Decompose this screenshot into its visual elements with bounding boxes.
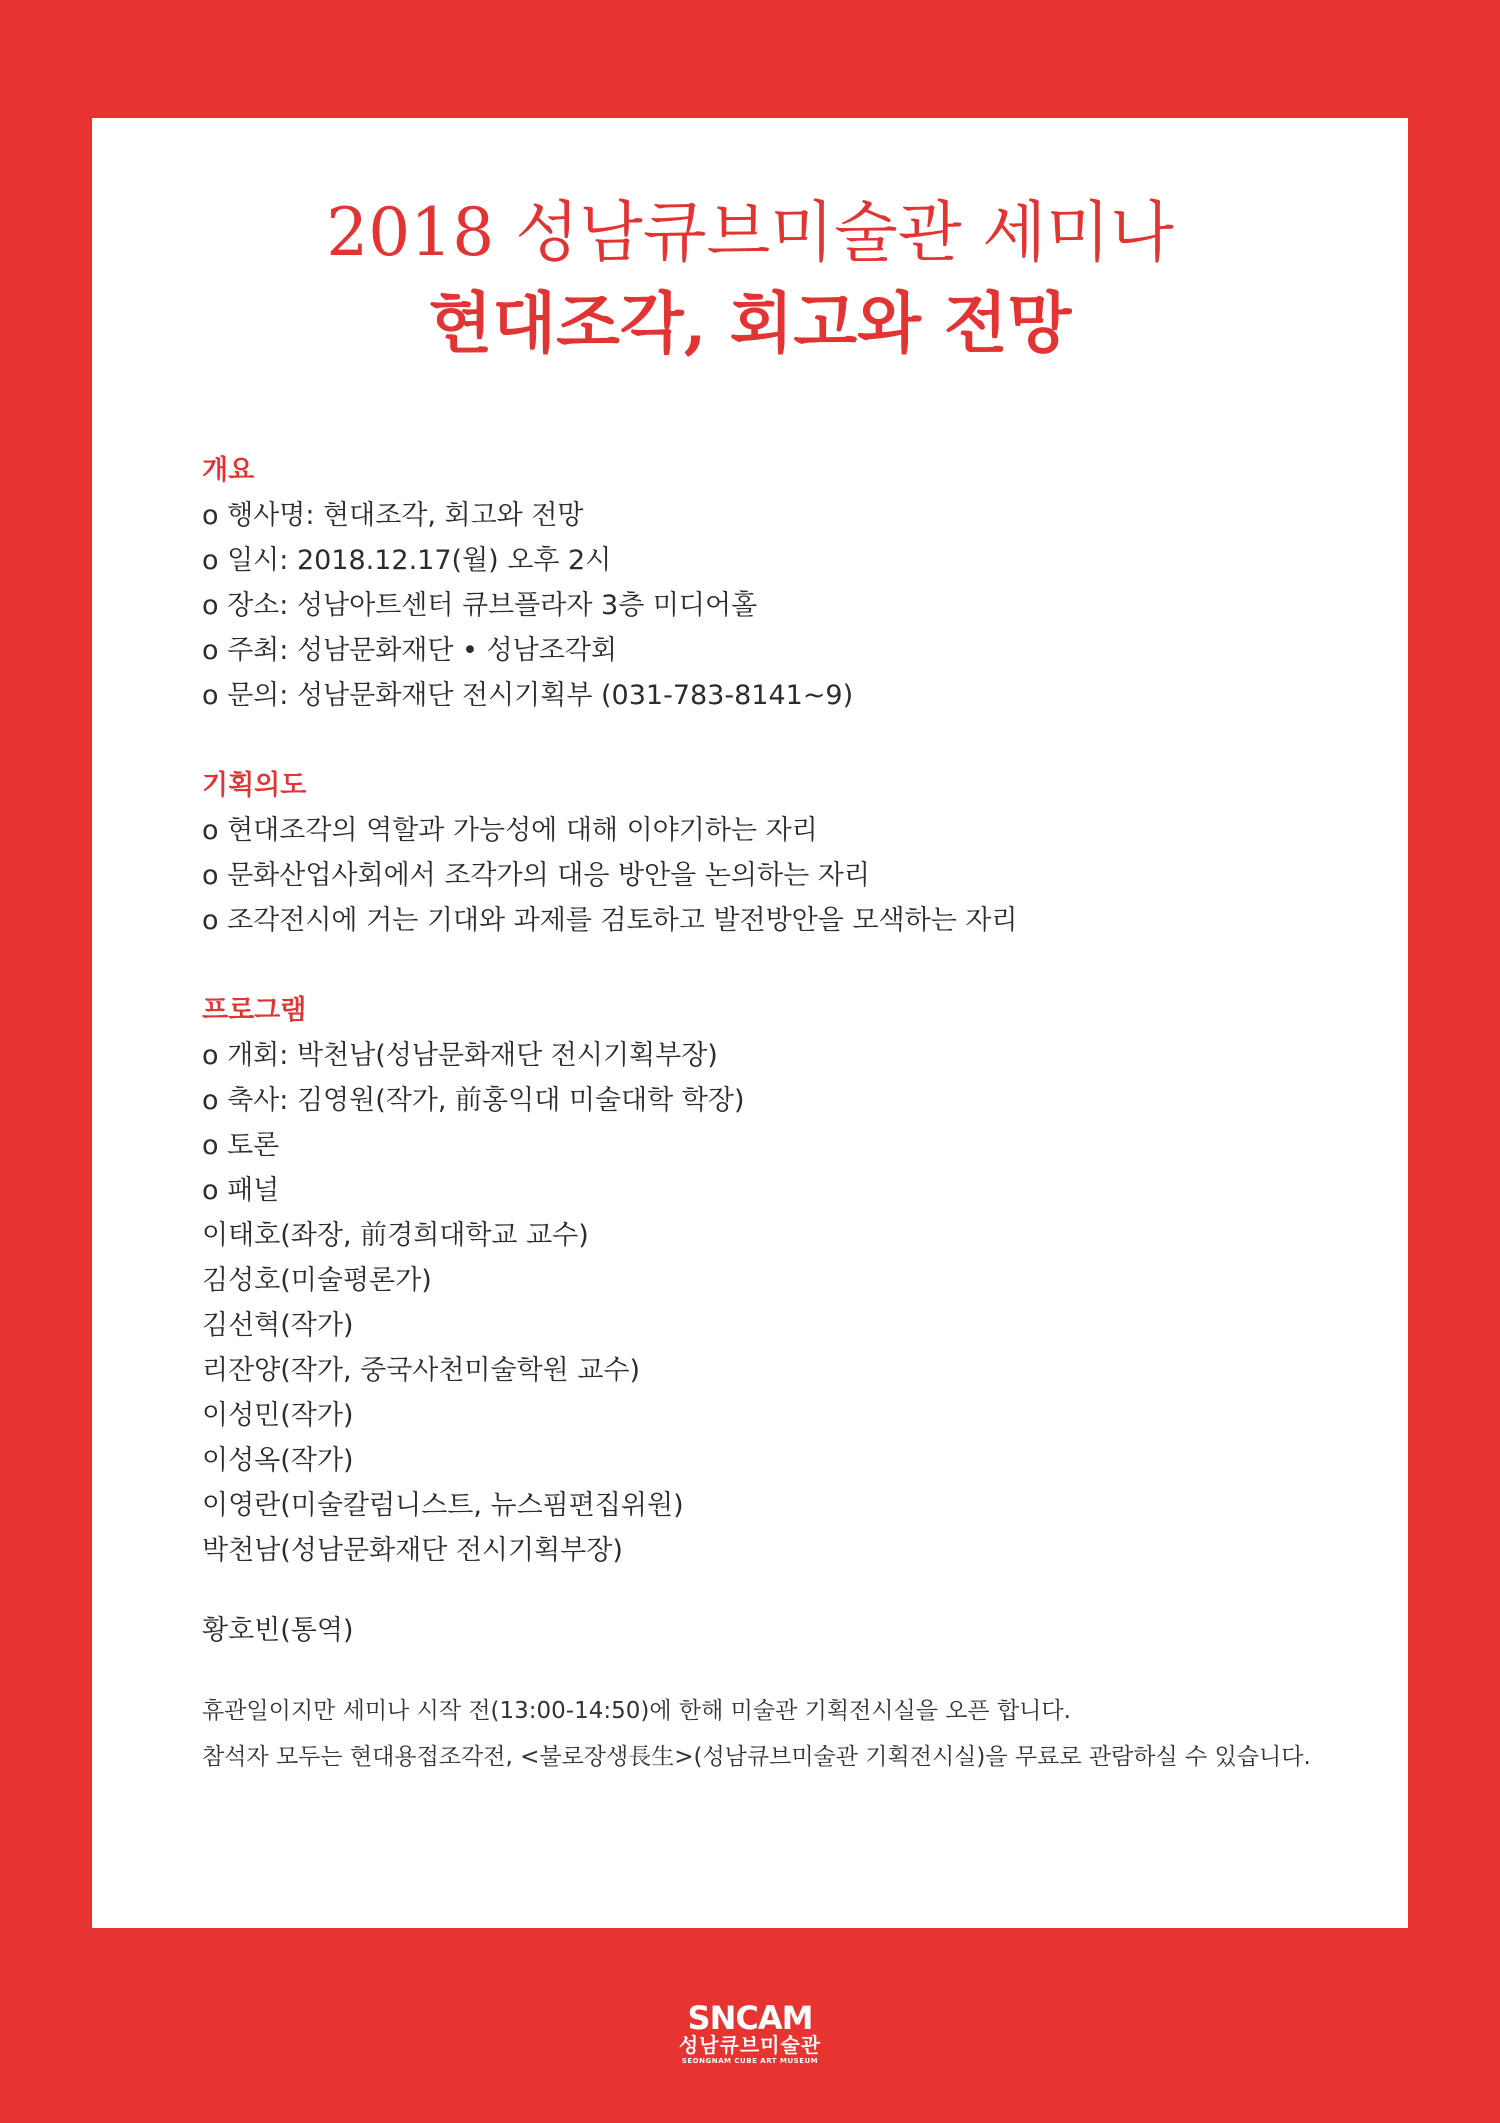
- program-opening: o 개회: 박천남(성남문화재단 전시기획부장): [202, 1040, 718, 1071]
- panel-member: 김성호(미술평론가): [202, 1265, 432, 1296]
- panel-member: 이태호(좌장, 前경희대학교 교수): [202, 1220, 589, 1251]
- overview-event-name: o 행사명: 현대조각, 회고와 전망: [202, 500, 584, 531]
- museum-logo: [0, 2000, 1500, 2066]
- notice-line: 휴관일이지만 세미나 시작 전(13:00-14:50)에 한해 미술관 기획전시실을 오픈 합니다.: [202, 1698, 1071, 1724]
- panel-member: 김선혁(작가): [202, 1310, 354, 1341]
- purpose-item: o 조각전시에 거는 기대와 과제를 검토하고 발전방안을 모색하는 자리: [202, 905, 1018, 936]
- purpose-heading: 기획의도: [202, 770, 307, 801]
- spacer: [202, 1573, 1382, 1608]
- overview-contact: o 문의: 성남문화재단 전시기획부 (031-783-8141~9): [202, 680, 854, 711]
- museum-logo-korean: 성남큐브미술관: [678, 2033, 822, 2057]
- poster-sheet: [92, 118, 1408, 1928]
- svg-text:SNCAM: SNCAM: [687, 2000, 813, 2034]
- seminar-subtitle: 현대조각, 회고와 전망: [428, 284, 1072, 362]
- program-congratulatory: o 축사: 김영원(작가, 前홍익대 미술대학 학장): [202, 1085, 745, 1116]
- panel-member: 리잔양(작가, 중국사천미술학원 교수): [202, 1355, 641, 1386]
- museum-logo-mark: [675, 2000, 825, 2034]
- spacer: [202, 1653, 1382, 1688]
- program-panel: o 패널: [202, 1175, 280, 1206]
- panel-member: 이성민(작가): [202, 1400, 354, 1431]
- spacer: [202, 943, 1382, 988]
- overview-host: o 주최: 성남문화재단 • 성남조각회: [202, 635, 617, 666]
- museum-logo-english: SEONGNAM CUBE ART MUSEUM: [681, 2057, 819, 2065]
- program-discussion: o 토론: [202, 1130, 280, 1161]
- spacer: [202, 718, 1382, 763]
- overview-venue: o 장소: 성남아트센터 큐브플라자 3층 미디어홀: [202, 590, 758, 621]
- panel-member: 이성옥(작가): [202, 1445, 354, 1476]
- overview-heading: 개요: [202, 455, 255, 486]
- overview-date: o 일시: 2018.12.17(월) 오후 2시: [202, 545, 612, 576]
- purpose-item: o 현대조각의 역할과 가능성에 대해 이야기하는 자리: [202, 815, 818, 846]
- seminar-title: 2018 성남큐브미술관 세미나: [326, 194, 1174, 271]
- program-heading: 프로그램: [202, 995, 307, 1026]
- notice-line: 참석자 모두는 현대용접조각전, <불로장생長生>(성남큐브미술관 기획전시실)을 무료로 관람하실 수 있습니다.: [202, 1744, 1311, 1770]
- purpose-item: o 문화산업사회에서 조각가의 대응 방안을 논의하는 자리: [202, 860, 870, 891]
- program-interpreter: 황호빈(통역): [202, 1615, 354, 1646]
- panel-member: 이영란(미술칼럼니스트, 뉴스핌편집위원): [202, 1490, 684, 1521]
- seminar-details: [202, 448, 1382, 1780]
- panel-member: 박천남(성남문화재단 전시기획부장): [202, 1535, 623, 1566]
